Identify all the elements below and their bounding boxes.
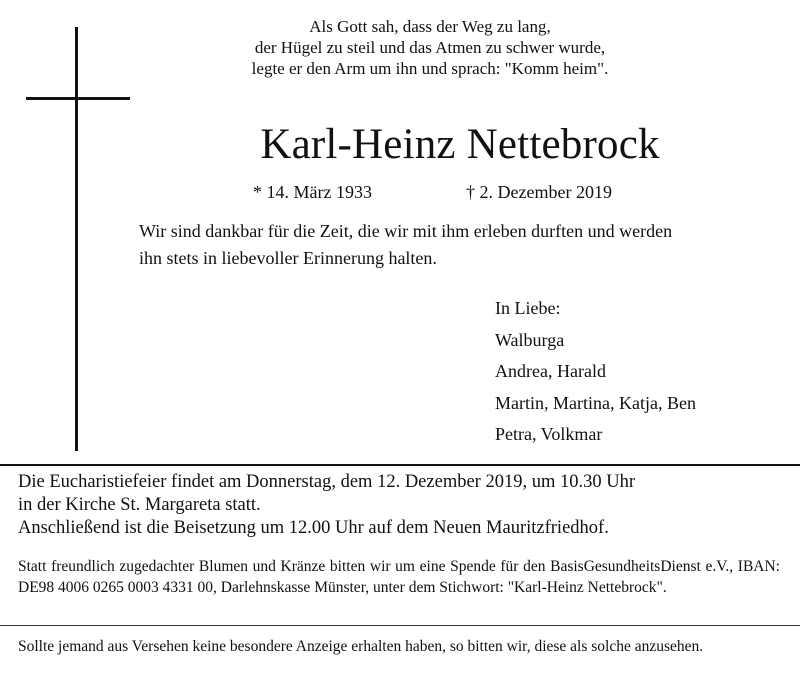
thanks-line: Wir sind dankbar für die Zeit, die wir mit ihm erleben durften und werden	[139, 221, 673, 241]
thanks-line: ihn stets in liebevoller Erinnerung halten.	[139, 248, 437, 268]
thanks-text	[139, 218, 769, 272]
signer: Martin, Martina, Katja, Ben	[495, 392, 696, 413]
poem-line: legte er den Arm um ihn und sprach: "Komm heim".	[251, 59, 609, 78]
service-line: Anschließend ist die Beisetzung um 12.00 Uhr auf dem Neuen Mauritzfriedhof.	[18, 518, 609, 538]
signer: Petra, Volkmar	[495, 424, 603, 444]
notice-text: Sollte jemand aus Versehen keine besondere Anzeige erhalten haben, so bitten wir, diese als solche anzusehen.	[18, 638, 704, 655]
death-date: † 2. Dezember 2019	[466, 182, 612, 202]
deceased-name: Karl-Heinz Nettebrock	[260, 121, 660, 168]
cross-icon-horizontal	[26, 97, 130, 100]
birth-date: * 14. März 1933	[253, 182, 372, 202]
divider	[0, 625, 800, 626]
service-line: in der Kirche St. Margareta statt.	[18, 495, 261, 515]
donation-request: Statt freundlich zugedachter Blumen und Kränze bitten wir um eine Spende für den BasisGesundheitsDienst e.V., IBAN: DE98 4006 0265 0003 4331 00, Darlehnskasse Münster, unter dem Stichwort: "Karl-Heinz Nettebrock".	[18, 558, 780, 596]
signers-list	[495, 293, 696, 451]
poem-line: Als Gott sah, dass der Weg zu lang,	[309, 17, 551, 36]
poem	[180, 16, 680, 79]
signers-heading: In Liebe:	[495, 298, 561, 318]
service-line: Die Eucharistiefeier findet am Donnerstag, dem 12. Dezember 2019, um 10.30 Uhr	[18, 472, 635, 492]
cross-icon-vertical	[75, 27, 78, 451]
service-details	[18, 471, 788, 540]
signer: Walburga	[495, 329, 565, 350]
divider	[0, 464, 800, 466]
signer: Andrea, Harald	[495, 361, 606, 381]
poem-line: der Hügel zu steil und das Atmen zu schwer wurde,	[254, 38, 606, 57]
